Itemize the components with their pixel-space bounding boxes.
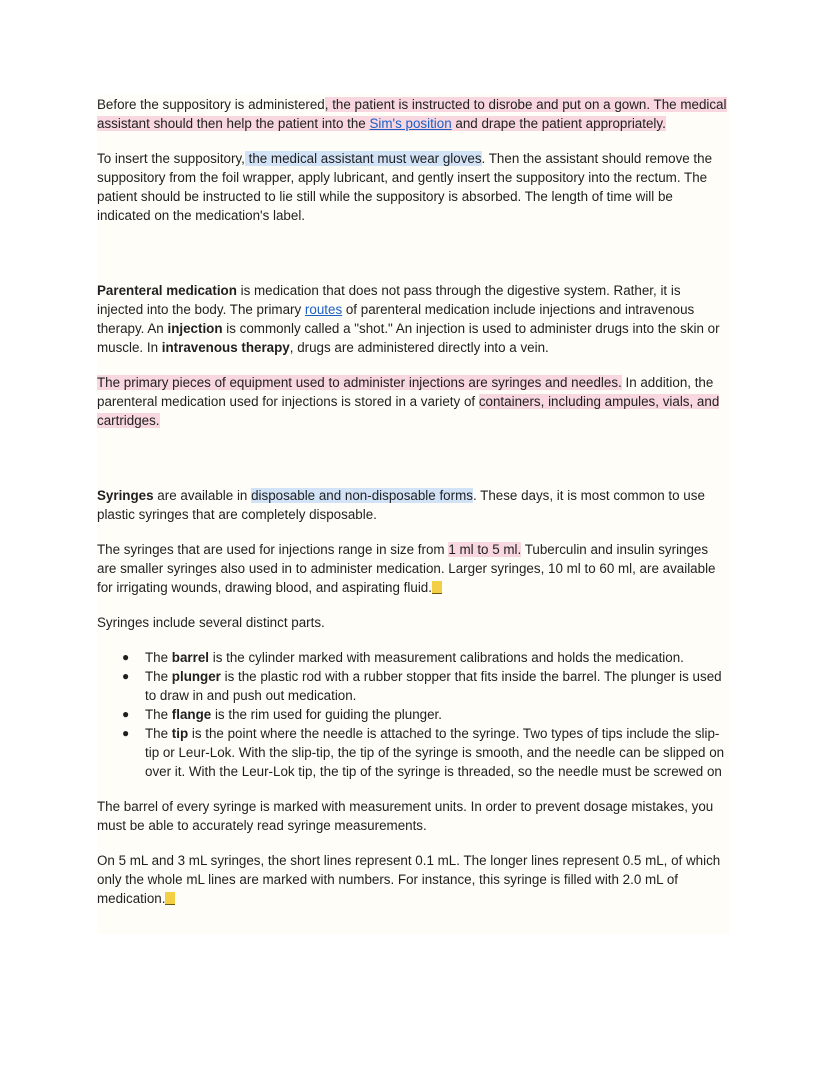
text-run: . Then the assistant should remove the suppository from the foil wrapper, apply lubricant, and gently insert the suppository into the rectum. The patient should be instructed to lie still while the suppository is absorbed. The length of time will be indicated on the medication's label. <box>97 151 713 223</box>
highlighted-text: The primary pieces of equipment used to administer injections are syringes and needles. <box>97 375 622 390</box>
bullet-icon: ● <box>122 669 130 683</box>
term-tip: tip <box>171 726 189 741</box>
highlighted-text: containers, including ampules, vials, and cartridges. <box>97 394 720 428</box>
list-item-plunger <box>122 667 730 705</box>
list-item-flange <box>122 705 730 724</box>
term-plunger: plunger <box>171 669 221 684</box>
highlighted-text: disposable and non-disposable forms <box>251 488 473 503</box>
text-run: of parenteral medication include injections and intravenous therapy. An <box>97 302 695 336</box>
highlighted-text: the medical assistant must wear gloves <box>244 151 482 166</box>
paragraph-parenteral <box>97 281 730 357</box>
text-run: . These days, it is most common to use plastic syringes that are completely disposable. <box>97 488 705 522</box>
paragraph-syringes <box>97 486 730 524</box>
text-run: is the rim used for guiding the plunger. <box>211 707 442 722</box>
text-run: , drugs are administered directly into a vein. <box>289 340 549 355</box>
routes-link[interactable]: routes <box>304 302 343 317</box>
term-barrel: barrel <box>171 650 210 665</box>
text-run: is the point where the needle is attached to the syringe. Two types of tips include the slip-tip or Leur-Lok. With the slip-tip, the tip of the syringe is smooth, and the needle can be slipped on over it. With the Leur-Lok tip, the tip of the syringe is threaded, so the needle must be screwed on <box>145 726 725 779</box>
paragraph-barrel-units <box>97 797 730 835</box>
bullet-icon: ● <box>122 707 130 721</box>
text-run: , the patient is instructed to disrobe and put on a gown. The medical assistant should then help the patient into the <box>97 97 727 131</box>
text-run: The <box>145 726 172 741</box>
section-gap <box>97 446 730 486</box>
text-run: The <box>145 650 172 665</box>
text-run: Tuberculin and insulin syringes are smaller syringes also used in to administer medication. Larger syringes, 10 ml to 60 ml, are available for irrigating wounds, drawing blood, and aspirating fluid. <box>97 542 716 595</box>
document-page <box>97 95 730 934</box>
sims-position-link[interactable]: Sim's position <box>369 116 452 131</box>
text-run: On 5 mL and 3 mL syringes, the short lines represent 0.1 mL. The longer lines represent 0.5 mL, of which only the whole mL lines are marked with numbers. For instance, this syringe is filled with 2.0 mL of medication. <box>97 853 721 906</box>
list-item-barrel <box>122 648 730 667</box>
text-run: is medication that does not pass through the digestive system. Rather, it is injected into the body. The primary <box>97 283 681 317</box>
term-parenteral-medication: Parenteral medication <box>97 283 237 298</box>
paragraph-suppository-prep <box>97 95 730 133</box>
bullet-icon: ● <box>122 650 130 664</box>
text-run: is the plastic rod with a rubber stopper that fits inside the barrel. The plunger is used to draw in and push out medication. <box>145 669 722 703</box>
term-intravenous-therapy: intravenous therapy <box>161 340 290 355</box>
term-flange: flange <box>171 707 212 722</box>
section-gap <box>97 241 730 281</box>
paragraph-syringe-parts-intro <box>97 613 730 632</box>
list-item-tip <box>122 724 730 781</box>
highlighted-text: 1 ml to 5 ml. <box>448 542 522 557</box>
comment-marker-icon[interactable] <box>165 892 175 905</box>
text-run: The <box>145 707 172 722</box>
paragraph-equipment <box>97 373 730 430</box>
text-run: The barrel of every syringe is marked with measurement units. In order to prevent dosage mistakes, you must be able to accurately read syringe measurements. <box>97 799 714 833</box>
term-syringes: Syringes <box>97 488 154 503</box>
comment-marker-icon[interactable] <box>432 581 442 594</box>
paragraph-suppository-insert <box>97 149 730 225</box>
text-run: is commonly called a "shot." An injection is used to administer drugs into the skin or muscle. In <box>97 321 720 355</box>
text-run: The <box>145 669 172 684</box>
paragraph-syringe-reading <box>97 851 730 908</box>
text-run: In addition, the parenteral medication used for injections is stored in a variety of <box>97 375 714 409</box>
text-run: are available in <box>153 488 252 503</box>
syringe-parts-list <box>97 648 730 781</box>
text-run: To insert the suppository, <box>97 151 245 166</box>
text-run: is the cylinder marked with measurement calibrations and holds the medication. <box>209 650 684 665</box>
term-injection: injection <box>167 321 223 336</box>
text-run: The syringes that are used for injections range in size from <box>97 542 449 557</box>
text-run: and drape the patient appropriately. <box>451 116 666 131</box>
text-run: Syringes include several distinct parts. <box>97 615 325 630</box>
bullet-icon: ● <box>122 726 130 740</box>
text-run: Before the suppository is administered <box>97 97 325 112</box>
paragraph-syringe-sizes <box>97 540 730 597</box>
